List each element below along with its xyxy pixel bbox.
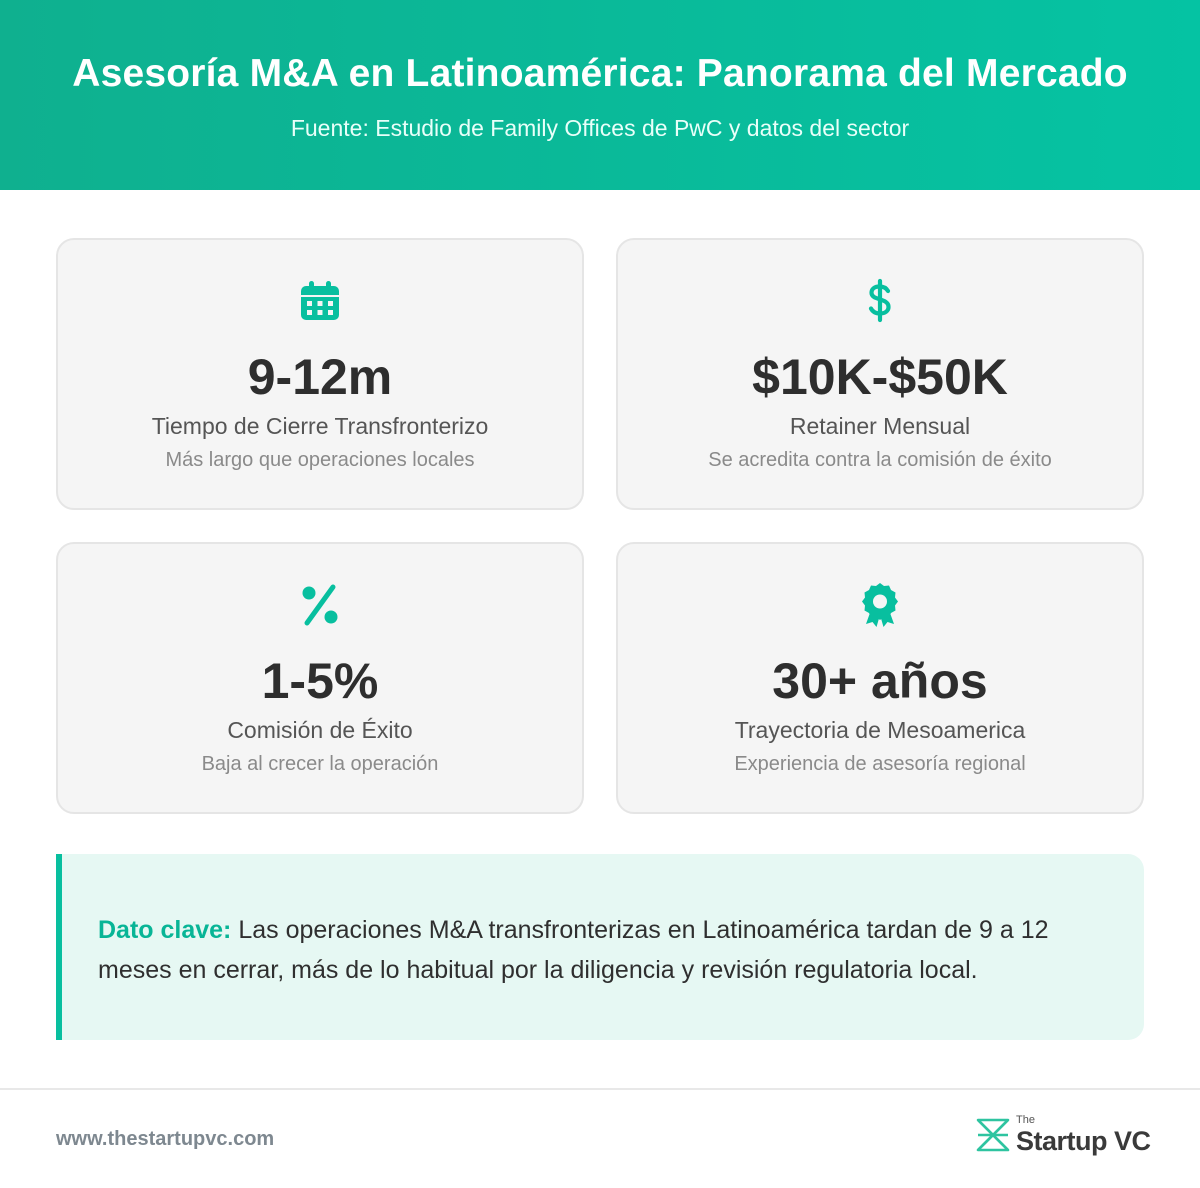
stat-value: 1-5% xyxy=(261,653,379,709)
key-fact-box xyxy=(56,854,1144,1040)
stat-card-success-fee xyxy=(56,542,584,814)
award-icon xyxy=(857,582,903,628)
calendar-icon xyxy=(297,278,343,324)
stat-label: Tiempo de Cierre Transfronterizo xyxy=(151,413,489,439)
footer-website-link[interactable]: www.thestartupvc.com xyxy=(56,1128,275,1150)
logo-mark-icon xyxy=(974,1116,1012,1154)
stat-label: Trayectoria de Mesoamerica xyxy=(734,717,1026,743)
header-banner xyxy=(0,0,1200,190)
stat-label: Comisión de Éxito xyxy=(227,717,413,743)
stat-note: Experiencia de asesoría regional xyxy=(734,753,1026,775)
stat-value: 9-12m xyxy=(247,349,393,405)
page-subtitle: Fuente: Estudio de Family Offices de PwC y datos del sector xyxy=(290,115,910,141)
dollar-icon xyxy=(857,278,903,324)
stat-note: Baja al crecer la operación xyxy=(201,753,439,775)
footer-divider xyxy=(0,1088,1200,1090)
stat-note: Se acredita contra la comisión de éxito xyxy=(708,449,1052,471)
stat-label: Retainer Mensual xyxy=(789,413,971,439)
logo-the-text: The xyxy=(1016,1114,1035,1126)
stat-note: Más largo que operaciones locales xyxy=(165,449,475,471)
stat-value: 30+ años xyxy=(772,653,988,709)
key-fact-label: Dato clave: xyxy=(98,916,232,944)
stat-card-closing-time xyxy=(56,238,584,510)
key-fact-text: Las operaciones M&A transfronterizas en Latinoamérica tardan de 9 a 12 meses en cerrar, más de lo habitual por la diligencia y revisión regulatoria local. xyxy=(98,916,1049,984)
stat-value: $10K-$50K xyxy=(752,349,1008,405)
stat-card-retainer xyxy=(616,238,1144,510)
logo-name-text: Startup VC xyxy=(1016,1126,1151,1156)
page-title: Asesoría M&A en Latinoamérica: Panorama del Mercado xyxy=(72,52,1128,95)
stat-card-track-record xyxy=(616,542,1144,814)
percent-icon xyxy=(297,582,343,628)
startup-vc-logo xyxy=(974,1114,1151,1158)
